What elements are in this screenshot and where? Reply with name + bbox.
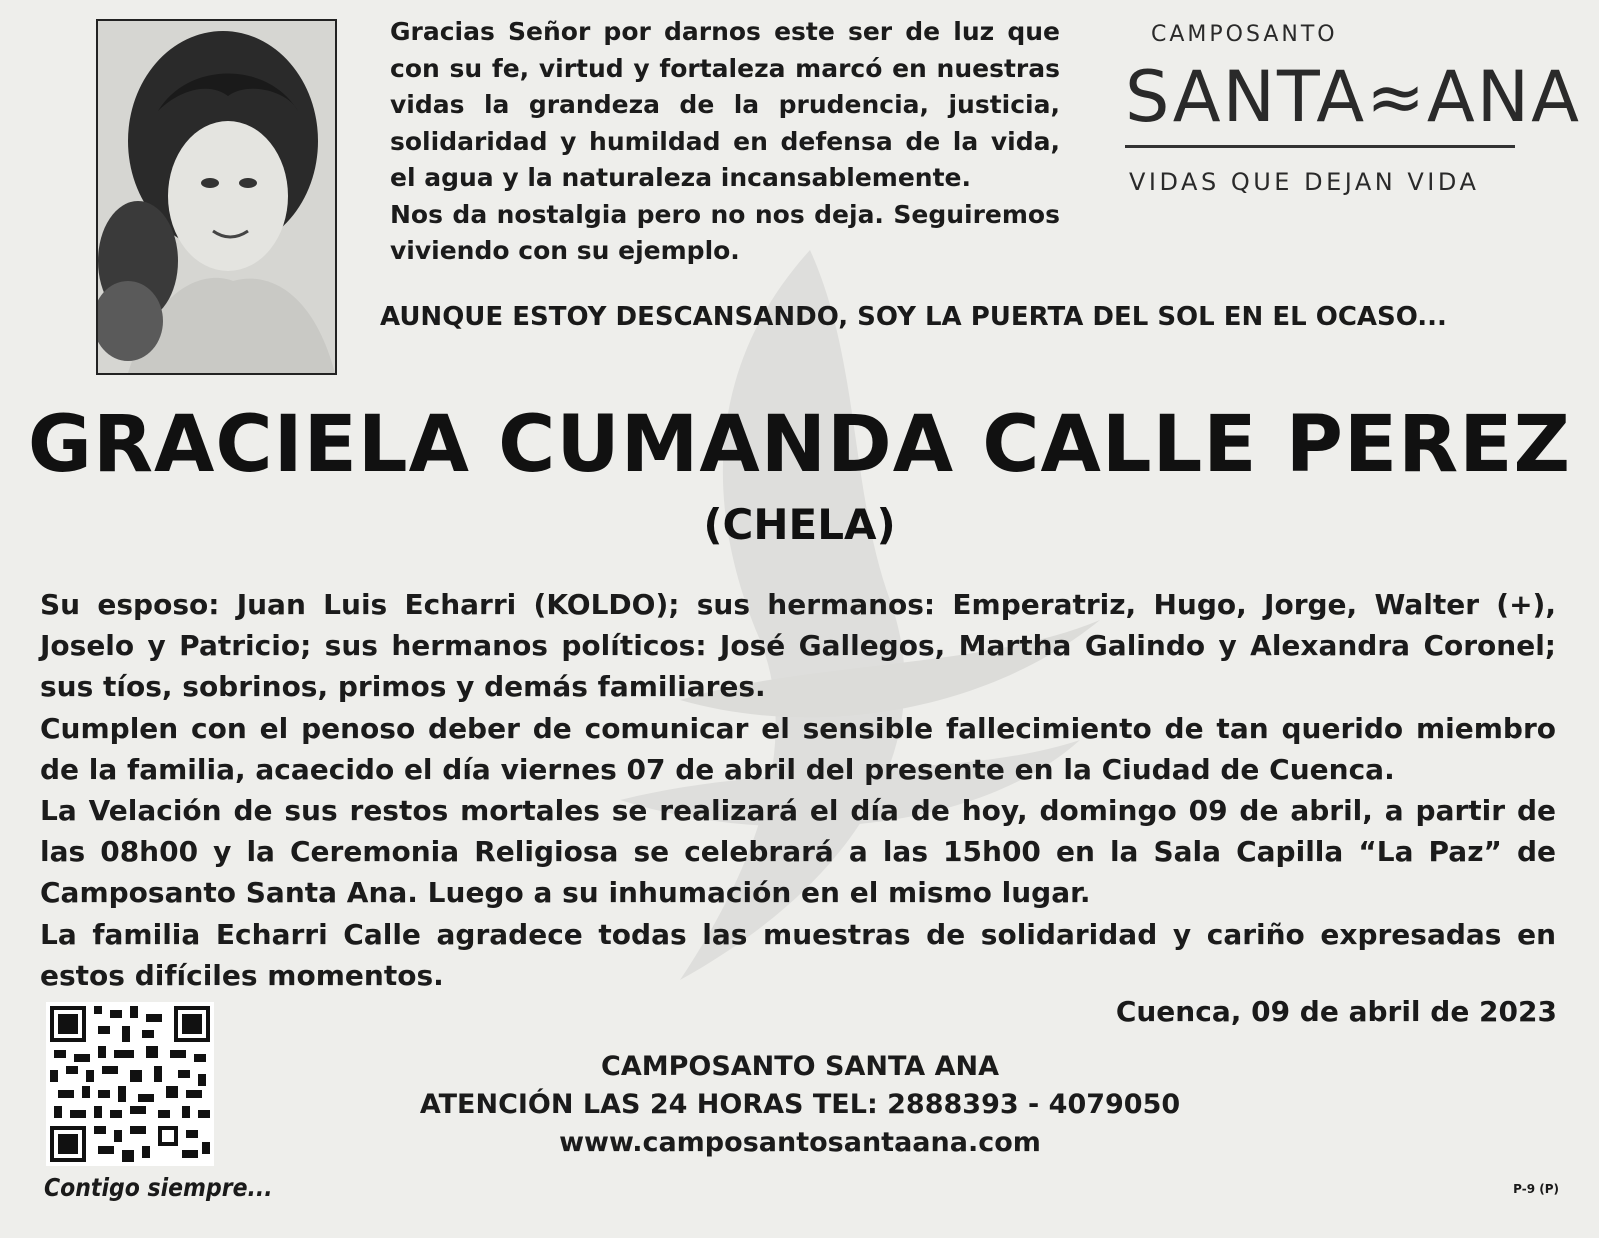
camposanto-logo — [1125, 18, 1581, 208]
footer-contact — [400, 1048, 1200, 1162]
deceased-name: GRACIELA CUMANDA CALLE PEREZ — [27, 400, 1572, 490]
announcement-body — [40, 584, 1556, 996]
logo-tagline: VIDAS QUE DEJAN VIDA — [1129, 168, 1480, 196]
qr-caption: Contigo siempre... — [44, 1173, 273, 1202]
reference-code: P-9 (P) — [1513, 1182, 1559, 1196]
logo-main-text: SANTA≈ANA — [1125, 56, 1581, 138]
footer-website-link[interactable]: www.camposantosantaana.com — [559, 1127, 1041, 1158]
announcement-paragraph: Cumplen con el penoso deber de comunicar el sensible fallecimiento de tan querido miembro de la familia, acaecido el día viernes 07 de abril del presente en la Ciudad de Cuenca. — [40, 711, 1556, 786]
memorial-motto: AUNQUE ESTOY DESCANSANDO, SOY LA PUERTA DEL SOL EN EL OCASO... — [380, 302, 1447, 332]
memorial-verse — [390, 14, 1060, 270]
footer-phone: ATENCIÓN LAS 24 HORAS TEL: 2888393 - 4079050 — [419, 1089, 1181, 1120]
footer-company: CAMPOSANTO SANTA ANA — [601, 1051, 999, 1082]
verse-paragraph-1: Gracias Señor por darnos este ser de luz que con su fe, virtud y fortaleza marcó en nuestras vidas la grandeza de la prudencia, justicia, solidaridad y humildad en defensa de la vida, el agua y la naturaleza incansablemente. — [390, 17, 1060, 192]
ceremony-paragraph: La Velación de sus restos mortales se realizará el día de hoy, domingo 09 de abril, a partir de las 08h00 y la Ceremonia Religiosa se celebrará a las 15h00 en la Sala Capilla “La Paz” de Camposanto Santa Ana. Luego a su inhumación en el mismo lugar. — [40, 794, 1556, 910]
logo-divider — [1125, 145, 1515, 148]
family-paragraph: Su esposo: Juan Luis Echarri (KOLDO); sus hermanos: Emperatriz, Hugo, Jorge, Walter (+), Joselo y Patricio; sus hermanos políticos: José Gallegos, Martha Galindo y Alexandra Coronel; sus tíos, sobrinos, primos y demás familiares. — [40, 588, 1556, 704]
announcement-date: Cuenca, 09 de abril de 2023 — [1115, 995, 1557, 1028]
qr-code-icon[interactable] — [46, 1002, 214, 1166]
thanks-paragraph: La familia Echarri Calle agradece todas las muestras de solidaridad y cariño expresadas en estos difíciles momentos. — [40, 917, 1556, 992]
deceased-photo — [96, 19, 337, 375]
logo-top-text: CAMPOSANTO — [1151, 22, 1338, 47]
verse-paragraph-2: Nos da nostalgia pero no nos deja. Seguiremos viviendo con su ejemplo. — [390, 199, 1060, 265]
deceased-nickname: (CHELA) — [703, 500, 896, 549]
portrait-image — [98, 21, 335, 373]
